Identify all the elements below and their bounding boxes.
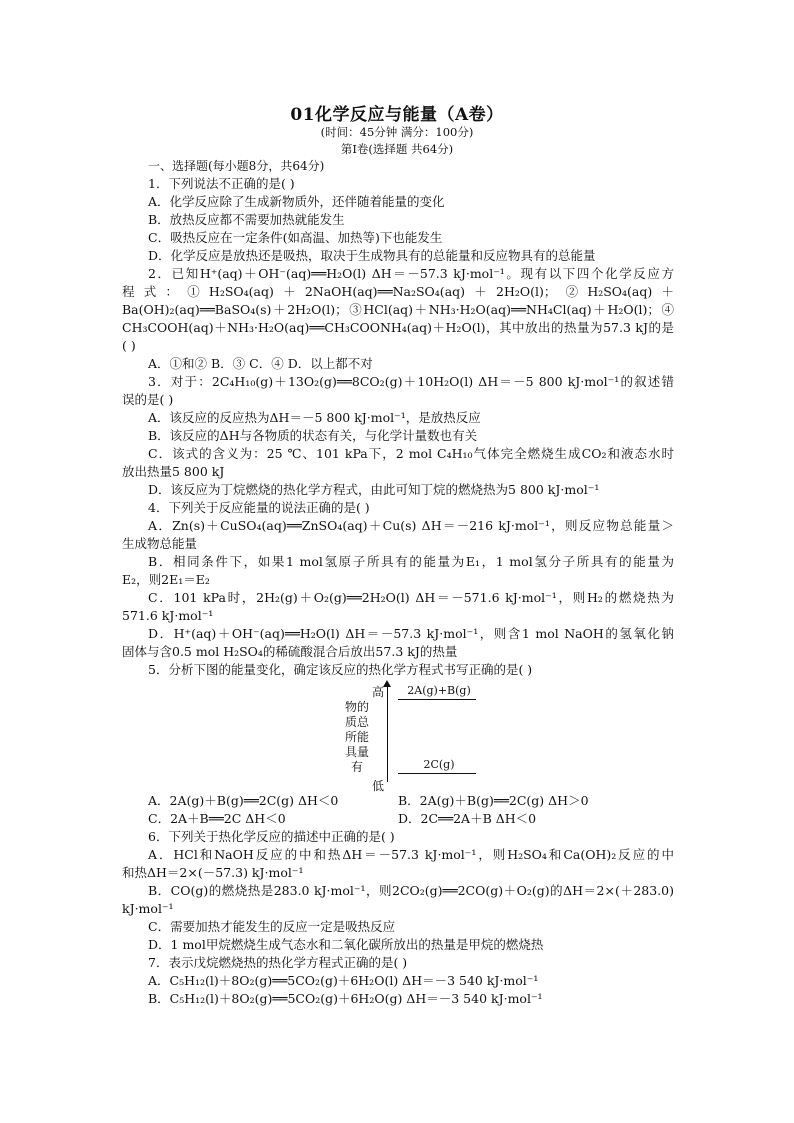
- question-3-option-d: D．该反应为丁烷燃烧的热化学方程式，由此可知丁烷的燃烧热为5 800 kJ·mol⁻¹: [148, 482, 600, 497]
- question-4-option-d: D．H⁺(aq)＋OH⁻(aq)══H₂O(l) ΔH＝－57.3 kJ·mol⁻¹，则含1 mol NaOH的氢氧化钠: [148, 626, 674, 641]
- question-4-option-a: A．Zn(s)＋CuSO₄(aq)══ZnSO₄(aq)＋Cu(s) ΔH＝－216 kJ·mol⁻¹，则反应物总能量＞: [148, 518, 674, 533]
- question-1-option-c: C．吸热反应在一定条件(如高温、加热等)下也能发生: [148, 230, 443, 245]
- question-4-option-a-cont: 生成物总能量: [122, 536, 198, 551]
- question-3-option-b: B．该反应的ΔH与各物质的状态有关，与化学计量数也有关: [148, 428, 478, 443]
- volume-heading: 第Ⅰ卷(选择题 共64分): [340, 142, 454, 156]
- question-2-stem-line: 程式：①H₂SO₄(aq)＋2NaOH(aq)══Na₂SO₄(aq)＋2H₂O(l)；②H₂SO₄(aq)＋: [122, 284, 674, 299]
- question-7-stem: 7．表示戊烷燃烧热的热化学方程式正确的是( ): [148, 955, 408, 970]
- question-6-option-a-cont: 和热ΔH＝2×(－57.3) kJ·mol⁻¹: [122, 865, 304, 880]
- reactant-level-line: [398, 699, 476, 700]
- energy-diagram: [340, 680, 480, 792]
- question-2-stem-line: Ba(OH)₂(aq)══BaSO₄(s)＋2H₂O(l)；③HCl(aq)＋NH₃·H₂O(aq)══NH₄Cl(aq)＋H₂O(l)；④: [122, 302, 674, 317]
- question-4-option-c: C．101 kPa时，2H₂(g)＋O₂(g)══2H₂O(l) ΔH＝－571.6 kJ·mol⁻¹，则H₂的燃烧热为: [148, 590, 674, 605]
- question-3-option-c-cont: 放出热量5 800 kJ: [122, 464, 225, 479]
- exam-info: (时间：45分钟 满分：100分): [320, 125, 474, 139]
- question-6-option-b: B．CO(g)的燃烧热是283.0 kJ·mol⁻¹，则2CO₂(g)══2CO(g)＋O₂(g)的ΔH＝2×(＋283.0): [148, 883, 674, 898]
- question-2-options: A．①和② B．③ C．④ D．以上都不对: [148, 356, 373, 371]
- reactant-level-label: 2A(g)+B(g): [407, 684, 471, 697]
- question-6-stem: 6．下列关于热化学反应的描述中正确的是( ): [148, 829, 395, 844]
- section-heading: 一、选择题(每小题8分，共64分): [148, 159, 325, 173]
- energy-axis: [387, 686, 388, 782]
- axis-high-label: 高: [372, 685, 385, 699]
- question-6-option-b-cont: kJ·mol⁻¹: [122, 901, 174, 916]
- axis-vertical-label: 物的质总所能具量有: [344, 700, 369, 774]
- question-6-option-d: D．1 mol甲烷燃烧生成气态水和二氧化碳所放出的热量是甲烷的燃烧热: [148, 937, 544, 952]
- question-3-stem-line: 3．对于：2C₄H₁₀(g)＋13O₂(g)══8CO₂(g)＋10H₂O(l) ΔH＝－5 800 kJ·mol⁻¹的叙述错: [148, 374, 674, 389]
- question-1-option-a: A．化学反应除了生成新物质外，还伴随着能量的变化: [148, 194, 445, 209]
- question-2-stem-line: CH₃COOH(aq)＋NH₃·H₂O(aq)══CH₃COONH₄(aq)＋H₂O(l)，其中放出的热量为57.3 kJ的是: [122, 320, 674, 335]
- question-7-option-b: B．C₅H₁₂(l)＋8O₂(g)══5CO₂(g)＋6H₂O(g) ΔH＝－3 540 kJ·mol⁻¹: [148, 991, 543, 1006]
- question-4-option-b: B．相同条件下，如果1 mol氢原子所具有的能量为E₁，1 mol氢分子所具有的能量为: [148, 554, 674, 569]
- question-2-stem-line: ( ): [122, 338, 136, 353]
- product-level-label: 2C(g): [423, 758, 455, 771]
- question-6-option-a: A．HCl和NaOH反应的中和热ΔH＝－57.3 kJ·mol⁻¹，则H₂SO₄和Ca(OH)₂反应的中: [148, 847, 674, 862]
- question-1-stem: 1．下列说法不正确的是( ): [148, 176, 295, 191]
- question-3-option-a: A．该反应的反应热为ΔH＝－5 800 kJ·mol⁻¹，是放热反应: [148, 410, 481, 425]
- question-5-option-d: D．2C══2A＋B ΔH＜0: [398, 811, 537, 826]
- page-title: 01化学反应与能量（A卷）: [290, 105, 504, 125]
- question-2-stem-line: 2．已知H⁺(aq)＋OH⁻(aq)══H₂O(l) ΔH＝－57.3 kJ·mol⁻¹。现有以下四个化学反应方: [148, 266, 674, 281]
- question-5-option-a: A．2A(g)＋B(g)══2C(g) ΔH＜0: [148, 793, 339, 808]
- question-5-option-c: C．2A＋B══2C ΔH＜0: [148, 811, 286, 826]
- question-5-option-b: B．2A(g)＋B(g)══2C(g) ΔH＞0: [398, 793, 589, 808]
- question-4-stem: 4．下列关于反应能量的说法正确的是( ): [148, 500, 370, 515]
- question-3-option-c: C．该式的含义为：25 ℃、101 kPa下，2 mol C₄H₁₀气体完全燃烧生成CO₂和液态水时: [148, 446, 674, 461]
- question-4-option-b-cont: E₂，则2E₁＝E₂: [122, 572, 210, 587]
- question-7-option-a: A．C₅H₁₂(l)＋8O₂(g)══5CO₂(g)＋6H₂O(l) ΔH＝－3 540 kJ·mol⁻¹: [148, 973, 539, 988]
- question-4-option-c-cont: 571.6 kJ·mol⁻¹: [122, 608, 214, 623]
- axis-low-label: 低: [372, 779, 385, 793]
- question-1-option-b: B．放热反应都不需要加热就能发生: [148, 212, 345, 227]
- question-1-option-d: D．化学反应是放热还是吸热，取决于生成物具有的总能量和反应物具有的总能量: [148, 248, 596, 263]
- question-5-stem: 5．分析下图的能量变化，确定该反应的热化学方程式书写正确的是( ): [148, 662, 533, 677]
- product-level-line: [398, 773, 476, 774]
- question-6-option-c: C．需要加热才能发生的反应一定是吸热反应: [148, 919, 396, 934]
- question-4-option-d-cont: 固体与含0.5 mol H₂SO₄的稀硫酸混合后放出57.3 kJ的热量: [122, 644, 458, 659]
- question-3-stem-line: 误的是( ): [122, 392, 174, 407]
